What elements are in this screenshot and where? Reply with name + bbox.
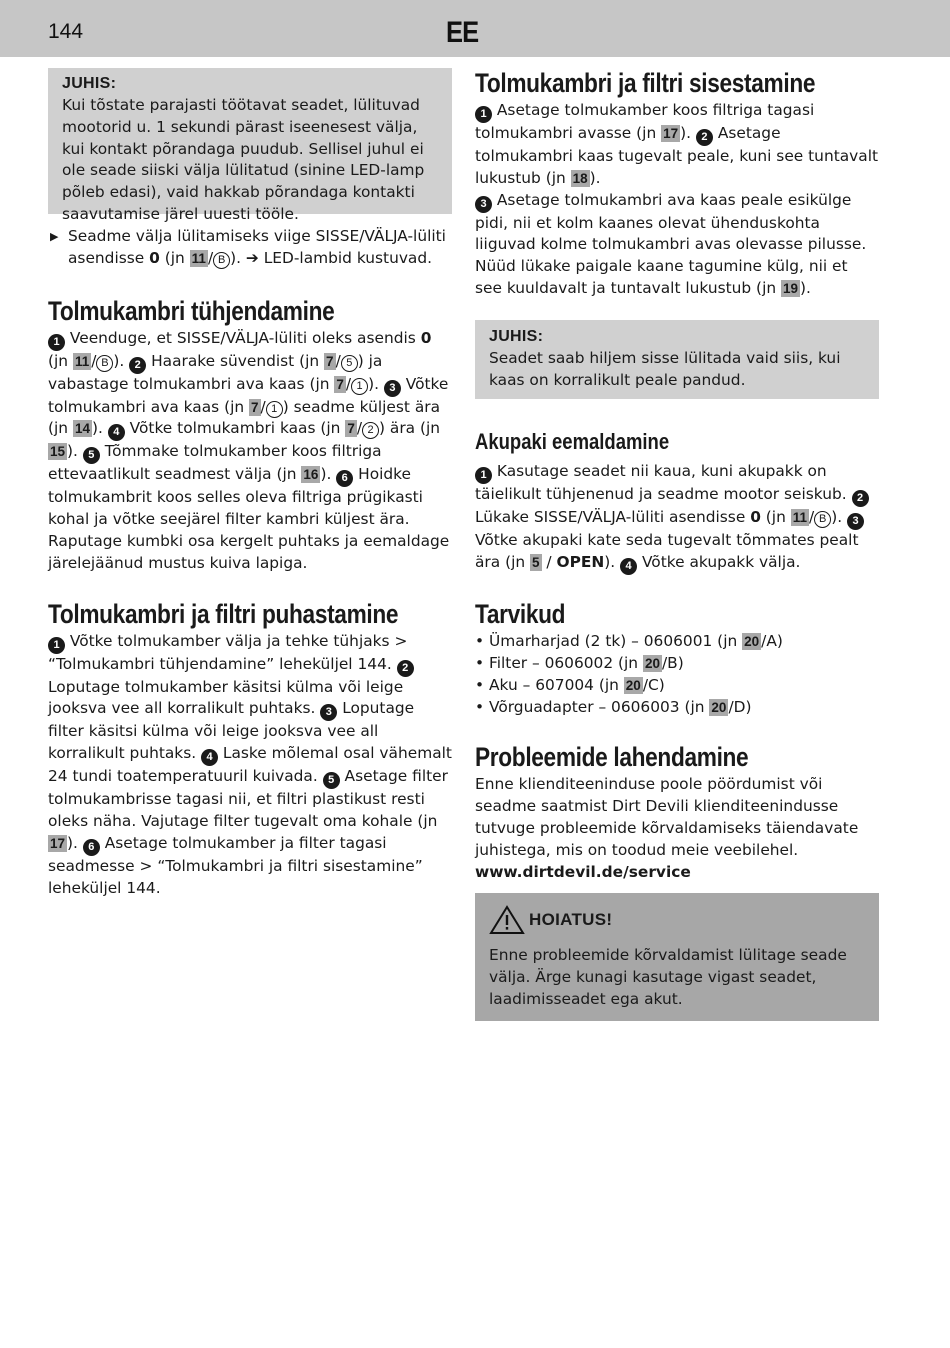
figure-ref: 5 [532, 555, 540, 571]
part-ref: B [96, 355, 113, 372]
section-body: Enne klienditeeninduse poole pöördumist või seadme saatmist Dirt Devili klienditeenindusse tutvuge probleemide kõrvaldamiseks täiendavate juhistega, mis on toodud meie veebilehel. [475, 775, 859, 859]
section-battery [475, 429, 879, 575]
section-body: 1 Veenduge, et SISSE/VÄLJA-lüliti oleks asendis 0 (jn 11 / B ). 2 Haarake süvendist (jn 7 / 5 ) ja vabastage tolmukambri ava kaas (jn 7 / 1 ). 3 Võtke tolmukambri ava kaas (jn 7 / 1 ) seadme küljest ära (jn 14 ). 4 Võtke tolmukambri kaas (jn 7 / 2 ) ära (jn 15 ). 5 Tõmmake tolmukamber koos filtriga ettevaatlikult seadmest välja (jn 16 ). 6 Hoidke tolmukambrit koos selles oleva filtriga prügikasti kohal ja võtke seejärel filter kambri küljest ära. Raputage kumbki osa kergelt puhtaks ja eemaldage järelejäänud mustus kuiva lapiga. [48, 328, 450, 572]
step-number: 1 [48, 334, 65, 351]
action-instruction: ▶ Seadme välja lülitamiseks viige SISSE/VÄLJA-lüliti asendisse 0 (jn 11 / B ). ➔ LED-lambid kustuvad. [50, 227, 446, 267]
step-number: 1 [475, 106, 492, 123]
part-ref: 1 [266, 401, 283, 418]
figure-ref: 7 [347, 421, 355, 437]
section-clean [48, 599, 452, 900]
step-number: 1 [48, 637, 65, 654]
figure-ref: 7 [326, 353, 334, 369]
step-number: 2 [397, 660, 414, 677]
part-ref: 2 [362, 422, 379, 439]
step-number: 1 [475, 467, 492, 484]
figure-ref: 11 [792, 510, 808, 526]
figure-ref: 17 [663, 126, 679, 141]
step-number: 4 [201, 749, 218, 766]
figure-ref: 11 [74, 353, 90, 369]
page-number: 144 [48, 20, 84, 43]
step-number: 2 [129, 357, 146, 374]
warning-text: Enne probleemide kõrvaldamist lülitage seade välja. Ärge kunagi kasutage vigast seadet, laadimisseadet ega akut. [489, 946, 847, 1008]
step-number: 3 [320, 704, 337, 721]
figure-ref: 20 [711, 699, 727, 715]
section-title: Tolmukambri ja filtri sisestamine [475, 68, 816, 98]
left-column [48, 68, 452, 899]
note-title: JUHIS: [489, 327, 544, 345]
accessories-list [475, 631, 879, 718]
section-insert [475, 68, 879, 300]
section-accessories [475, 599, 879, 718]
figure-ref: 14 [74, 421, 90, 437]
section-empty [48, 296, 452, 575]
step-number: 3 [475, 196, 492, 213]
figure-ref: 20 [644, 655, 660, 671]
accessory-item: • Ümarharjad (2 tk) – 0606001 (jn 20 /A) [475, 631, 879, 653]
page-header [0, 0, 950, 57]
service-url: www.dirtdevil.de/service [475, 862, 691, 881]
step-number: 4 [620, 558, 637, 575]
step-number: 2 [852, 490, 869, 507]
right-column [475, 68, 879, 1021]
warning-triangle-icon [489, 905, 525, 935]
part-ref: B [213, 252, 230, 269]
section-title: Tolmukambri tühjendamine [48, 295, 335, 326]
accessory-item: • Filter – 0606002 (jn 20 /B) [475, 653, 879, 675]
section-troubleshoot [475, 742, 879, 883]
step-number: 2 [696, 129, 713, 146]
step-number: 3 [847, 513, 864, 530]
figure-ref: 20 [625, 677, 641, 693]
note-text: Kui tõstate parajasti töötavat seadet, lülituvad mootorid u. 1 sekundi pärast iseenesest välja, kui kontakt põrandaga puudub. Sellisel juhul ei ole seade siiski välja lülitatud (sinine LED-lamp põleb edasi), vaid hakkab põrandaga kontakti saavutamise järel uuesti tööle. [62, 96, 425, 223]
step-number: 6 [336, 470, 353, 487]
section-title: Tolmukambri ja filtri puhastamine [48, 598, 399, 629]
country-code: EE [446, 16, 479, 49]
step-number: 3 [384, 380, 401, 397]
warning-box [475, 893, 879, 1020]
accessory-item: • Võrguadapter – 0606003 (jn 20 /D) [475, 697, 879, 719]
warning-title: HOIATUS! [529, 910, 613, 930]
figure-ref: 18 [572, 170, 588, 186]
figure-ref: 19 [783, 280, 799, 296]
triangle-bullet-icon: ▶ [50, 230, 59, 243]
figure-ref: 17 [50, 835, 66, 851]
part-ref: 1 [351, 378, 368, 395]
section-body: 1 Võtke tolmukamber välja ja tehke tühjaks > “Tolmukambri tühjendamine” leheküljel 144. 2 Loputage tolmukamber käsitsi külma või leige jooksva vee all korralikult puhtaks. 3 Loputage filter käsitsi külma või leige jooksva vee all korralikult puhtaks. 4 Laske mõlemal osal vähemalt 24 tundi toatemperatuuril kuivada. 5 Asetage filter tolmukambrisse tagasi nii, et filtri plastikust resti oleks näha. Vajutage filter tugevalt oma kohale (jn 17 ). 6 Asetage tolmukamber ja filter tagasi seadmesse > “Tolmukambri ja filtri sisestamine” leheküljel 144. [48, 631, 452, 897]
step-number: 5 [83, 447, 100, 464]
figure-ref: 15 [50, 444, 66, 460]
figure-ref: 11 [191, 250, 206, 266]
part-ref: 5 [341, 355, 358, 372]
section-title: Probleemide lahendamine [475, 742, 749, 773]
note-box [475, 320, 879, 400]
section-title: Akupaki eemaldamine [475, 429, 670, 455]
section-body: 1 Asetage tolmukamber koos filtriga tagasi tolmukambri avasse (jn 17 ). 2 Asetage tolmukambri kaas tugevalt peale, kuni see tuntavalt lukustub (jn 18 ). 3 Asetage tolmukambri ava kaas peale esikülge pidi, nii et kolm kaanes olevat ühenduskohta liiguvad kolme tolmukambri avas olevasse pilusse. Nüüd lükake paigale kaane tagumine külg, nii et see kuuldavalt ja tuntavalt lukustub (jn 19 ). [475, 101, 879, 297]
step-number: 6 [83, 839, 100, 856]
part-ref: B [814, 511, 831, 528]
figure-ref: 7 [336, 376, 344, 392]
note-text: Seadet saab hiljem sisse lülitada vaid siis, kui kaas on korralikult peale pandud. [489, 348, 841, 389]
figure-ref: 16 [303, 467, 319, 483]
figure-ref: 20 [744, 634, 760, 650]
step-number: 5 [323, 772, 340, 789]
step-number: 4 [108, 424, 125, 441]
note-title: JUHIS: [62, 75, 117, 92]
note-box [48, 68, 452, 223]
section-title: Tarvikud [475, 599, 566, 630]
figure-ref: 7 [251, 399, 259, 415]
accessory-item: • Aku – 607004 (jn 20 /C) [475, 675, 879, 697]
section-body: 1 Kasutage seadet nii kaua, kuni akupakk on täielikult tühjenenud ja seadme mootor seiskub. 2 Lükake SISSE/VÄLJA-lüliti asendisse 0 (jn 11 / B ). 3 Võtke akupaki kate seda tugevalt tõmmates pealt ära (jn 5 / OPEN). 4 Võtke akupakk välja. [475, 461, 879, 575]
